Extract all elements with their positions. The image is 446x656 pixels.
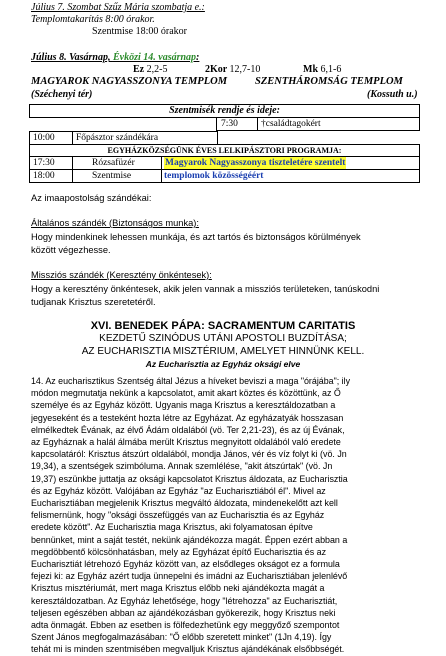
- reading-1-book: Ez: [133, 64, 145, 75]
- schedule-row-right: [216, 117, 420, 131]
- article-body-line: tehát mi is minden szentmisében megvalljuk Krisztus ajándékának elsőbbségét.: [31, 644, 345, 655]
- sunday-heading: [31, 52, 199, 63]
- article-body-line: kapcsolatáról: Krisztus átszúrt oldalából, mondja János, vér és víz folyt ki (vö. Jn: [31, 449, 347, 460]
- church-left-place: (Széchenyi tér): [31, 89, 93, 100]
- article-body-line: Eucharisztiában megjelenik Krisztus megváltó áldozata, mindenekelőtt azt kell: [31, 498, 338, 509]
- article-subtitle-2: AZ EUCHARISZTIA MISZTÉRIUM, AMELYET HINNÜNK KELL.: [81, 346, 365, 357]
- program-row-1-note: Magyarok Nagyasszonya tiszteletére szentelt: [165, 158, 346, 168]
- program-row-2-event: Szentmise: [92, 171, 132, 181]
- reading-2: [205, 64, 260, 75]
- schedule-row-left: [29, 131, 218, 145]
- general-intention-line: között végezhesse.: [31, 244, 111, 255]
- article-body-line: Szent János megfogalmazásában: "Ő előbb szeretett minket" (1Jn 4,19). Így: [31, 632, 332, 643]
- program-row-1: [29, 156, 420, 170]
- article-body-line: 19,34), a szentségek szimbóluma. Annak szemlélése, "akit átszúrtak" (vö. Jn: [31, 461, 333, 472]
- general-intention-label: Általános szándék (Biztonságos munka):: [31, 218, 199, 228]
- church-left-name: MAGYAROK NAGYASSZONYA TEMPLOM: [31, 76, 228, 87]
- article-body-line: módon megmutatja nekünk a kapcsolatot, amit akart köztes és közöttünk, az Ő: [31, 388, 341, 399]
- mission-intention-text: [31, 283, 417, 308]
- reading-3: [303, 64, 341, 75]
- general-intention-text: [31, 231, 417, 256]
- article-title: XVI. BENEDEK PÁPA: SACRAMENTUM CARITATIS: [90, 320, 356, 332]
- schedule-title: Szentmisék rendje és ideje:: [29, 104, 420, 118]
- program-row-1-time: 17:30: [33, 158, 55, 168]
- schedule-right-time: 7:30: [221, 119, 238, 129]
- sunday-colon: :: [196, 52, 200, 63]
- article-body-line: és az Egyház között. Valójában az Egyház "az Eucharisztiából él". Mivel az: [31, 485, 326, 496]
- article-body-line: Eucharisztiát létrehozó Egyház között van, az elsődleges okságot ez a formula: [31, 559, 340, 570]
- article-body-line: Krisztus misztériumát, mert maga Krisztus előbb neki ajándékozta magát a: [31, 583, 325, 594]
- article-body-line: megdöbbentő kölcsönhatásban, mely az Egyházat építő Eucharisztia és az: [31, 546, 327, 557]
- article-body-line: az Egyháznak a halál álmába merült Krisztus megnyitott oldalából való eredete: [31, 437, 341, 448]
- article-body-line: 19,37) eszünkbe juttatja az oksági kapcsolatot Krisztus áldozata, az Eucharisztia: [31, 473, 348, 484]
- sunday-highlight: Évközi 14. vasárnap: [112, 52, 197, 63]
- program-row-2-time: 18:00: [33, 171, 55, 181]
- schedule-left-time: 10:00: [33, 133, 55, 143]
- intentions-intro: Az imaapostolság szándékai:: [31, 193, 152, 203]
- article-subtitle-3: Az Eucharisztia az Egyház oksági elve: [145, 359, 301, 369]
- general-intention-line: Hogy mindenkinek lehessen munkája, és azt tartós és biztonságos körülmények: [31, 232, 361, 242]
- header-line-cleaning: Templomtakarítás 8:00 órakor.: [31, 14, 155, 25]
- church-right-name: SZENTHÁROMSÁG TEMPLOM: [255, 76, 403, 87]
- article-body-line: bennünket, mint a saját testét, nekünk ajándékozza magát. Éppen ezért abban a: [31, 534, 348, 545]
- reading-2-ref: 12,7-10: [229, 64, 261, 75]
- program-row-2: [29, 169, 420, 183]
- schedule-left-intention: Főpásztor szándékára: [76, 133, 159, 143]
- reading-3-book: Mk: [303, 64, 318, 75]
- mission-intention-label: Missziós szándék (Keresztény önkéntesek):: [31, 270, 212, 280]
- schedule-right-intention: †családtagokért: [261, 119, 321, 129]
- church-right-place: (Kossuth u.): [367, 89, 418, 100]
- article-body-line: eredete között". Az Eucharisztia maga Krisztus, aki folyamatosan építve: [31, 522, 313, 533]
- article-body-line: keresztáldozatban. Az Egyház lehetősége, hogy "létrehozza" az Eucharisztiát,: [31, 595, 338, 606]
- reading-1-ref: 2,2-5: [146, 64, 168, 75]
- header-line-mass: Szentmise 18:00 órakor: [92, 26, 187, 37]
- article-body-line: 14. Az eucharisztikus Szentség által Jézus a híveket beviszi a maga "órájába"; ily: [31, 376, 351, 386]
- article-body-line: elmélkedtek Évának, az élvő Ádám oldalából (vö. Ter 2,21-23), és az új Évának,: [31, 424, 345, 435]
- reading-1: [133, 64, 167, 75]
- sunday-prefix: Július 8. Vasárnap,: [31, 52, 111, 63]
- program-row-1-event: Rózsafüzér: [92, 158, 135, 168]
- reading-3-ref: 6,1-6: [320, 64, 342, 75]
- article-subtitle-1: KEZDETŰ SZINÓDUS UTÁNI APOSTOLI BUZDÍTÁSA;: [99, 333, 347, 344]
- program-title: EGYHÁZKÖZSÉGÜNK ÉVES LELKIPÁSZTORI PROGRAMJA:: [29, 144, 420, 157]
- article-body-line: felismernünk, hogy "oksági összefüggés van az Eucharisztia és az Egyház: [31, 510, 325, 521]
- mission-intention-line: Hogy a keresztény önkéntesek, akik jelen vannak a missziós területeken, tanúskodni: [31, 284, 380, 294]
- article-body-line: jegyeseként és a testeként hozta létre az Egyházat. Az egyházatyák hosszasan: [31, 412, 344, 423]
- article-body: [31, 375, 419, 656]
- article-body-line: fejezi ki: az Egyház azért tudja ünnepelni és imádni az Eucharisztiában jelenlévő: [31, 571, 348, 582]
- header-line-saturday: Július 7. Szombat Szűz Mária szombatja e.:: [31, 2, 205, 13]
- mission-intention-line: tudjanak Krisztus szeretetéről.: [31, 296, 156, 307]
- program-row-2-note: templomok közösségéért: [164, 171, 264, 181]
- reading-2-book: 2Kor: [205, 64, 228, 75]
- article-body-line: személye és az Egyház között. Ugyanis maga Krisztus a keresztáldozatban a: [31, 400, 336, 411]
- article-body-line: teljesen egészében abban az ajándékozásban gyökerezik, hogy Krisztus neki: [31, 607, 336, 618]
- article-body-line: adta önmagát. Ebben az esetben is fölfedezhetünk egy meggyőző szempontot: [31, 620, 340, 631]
